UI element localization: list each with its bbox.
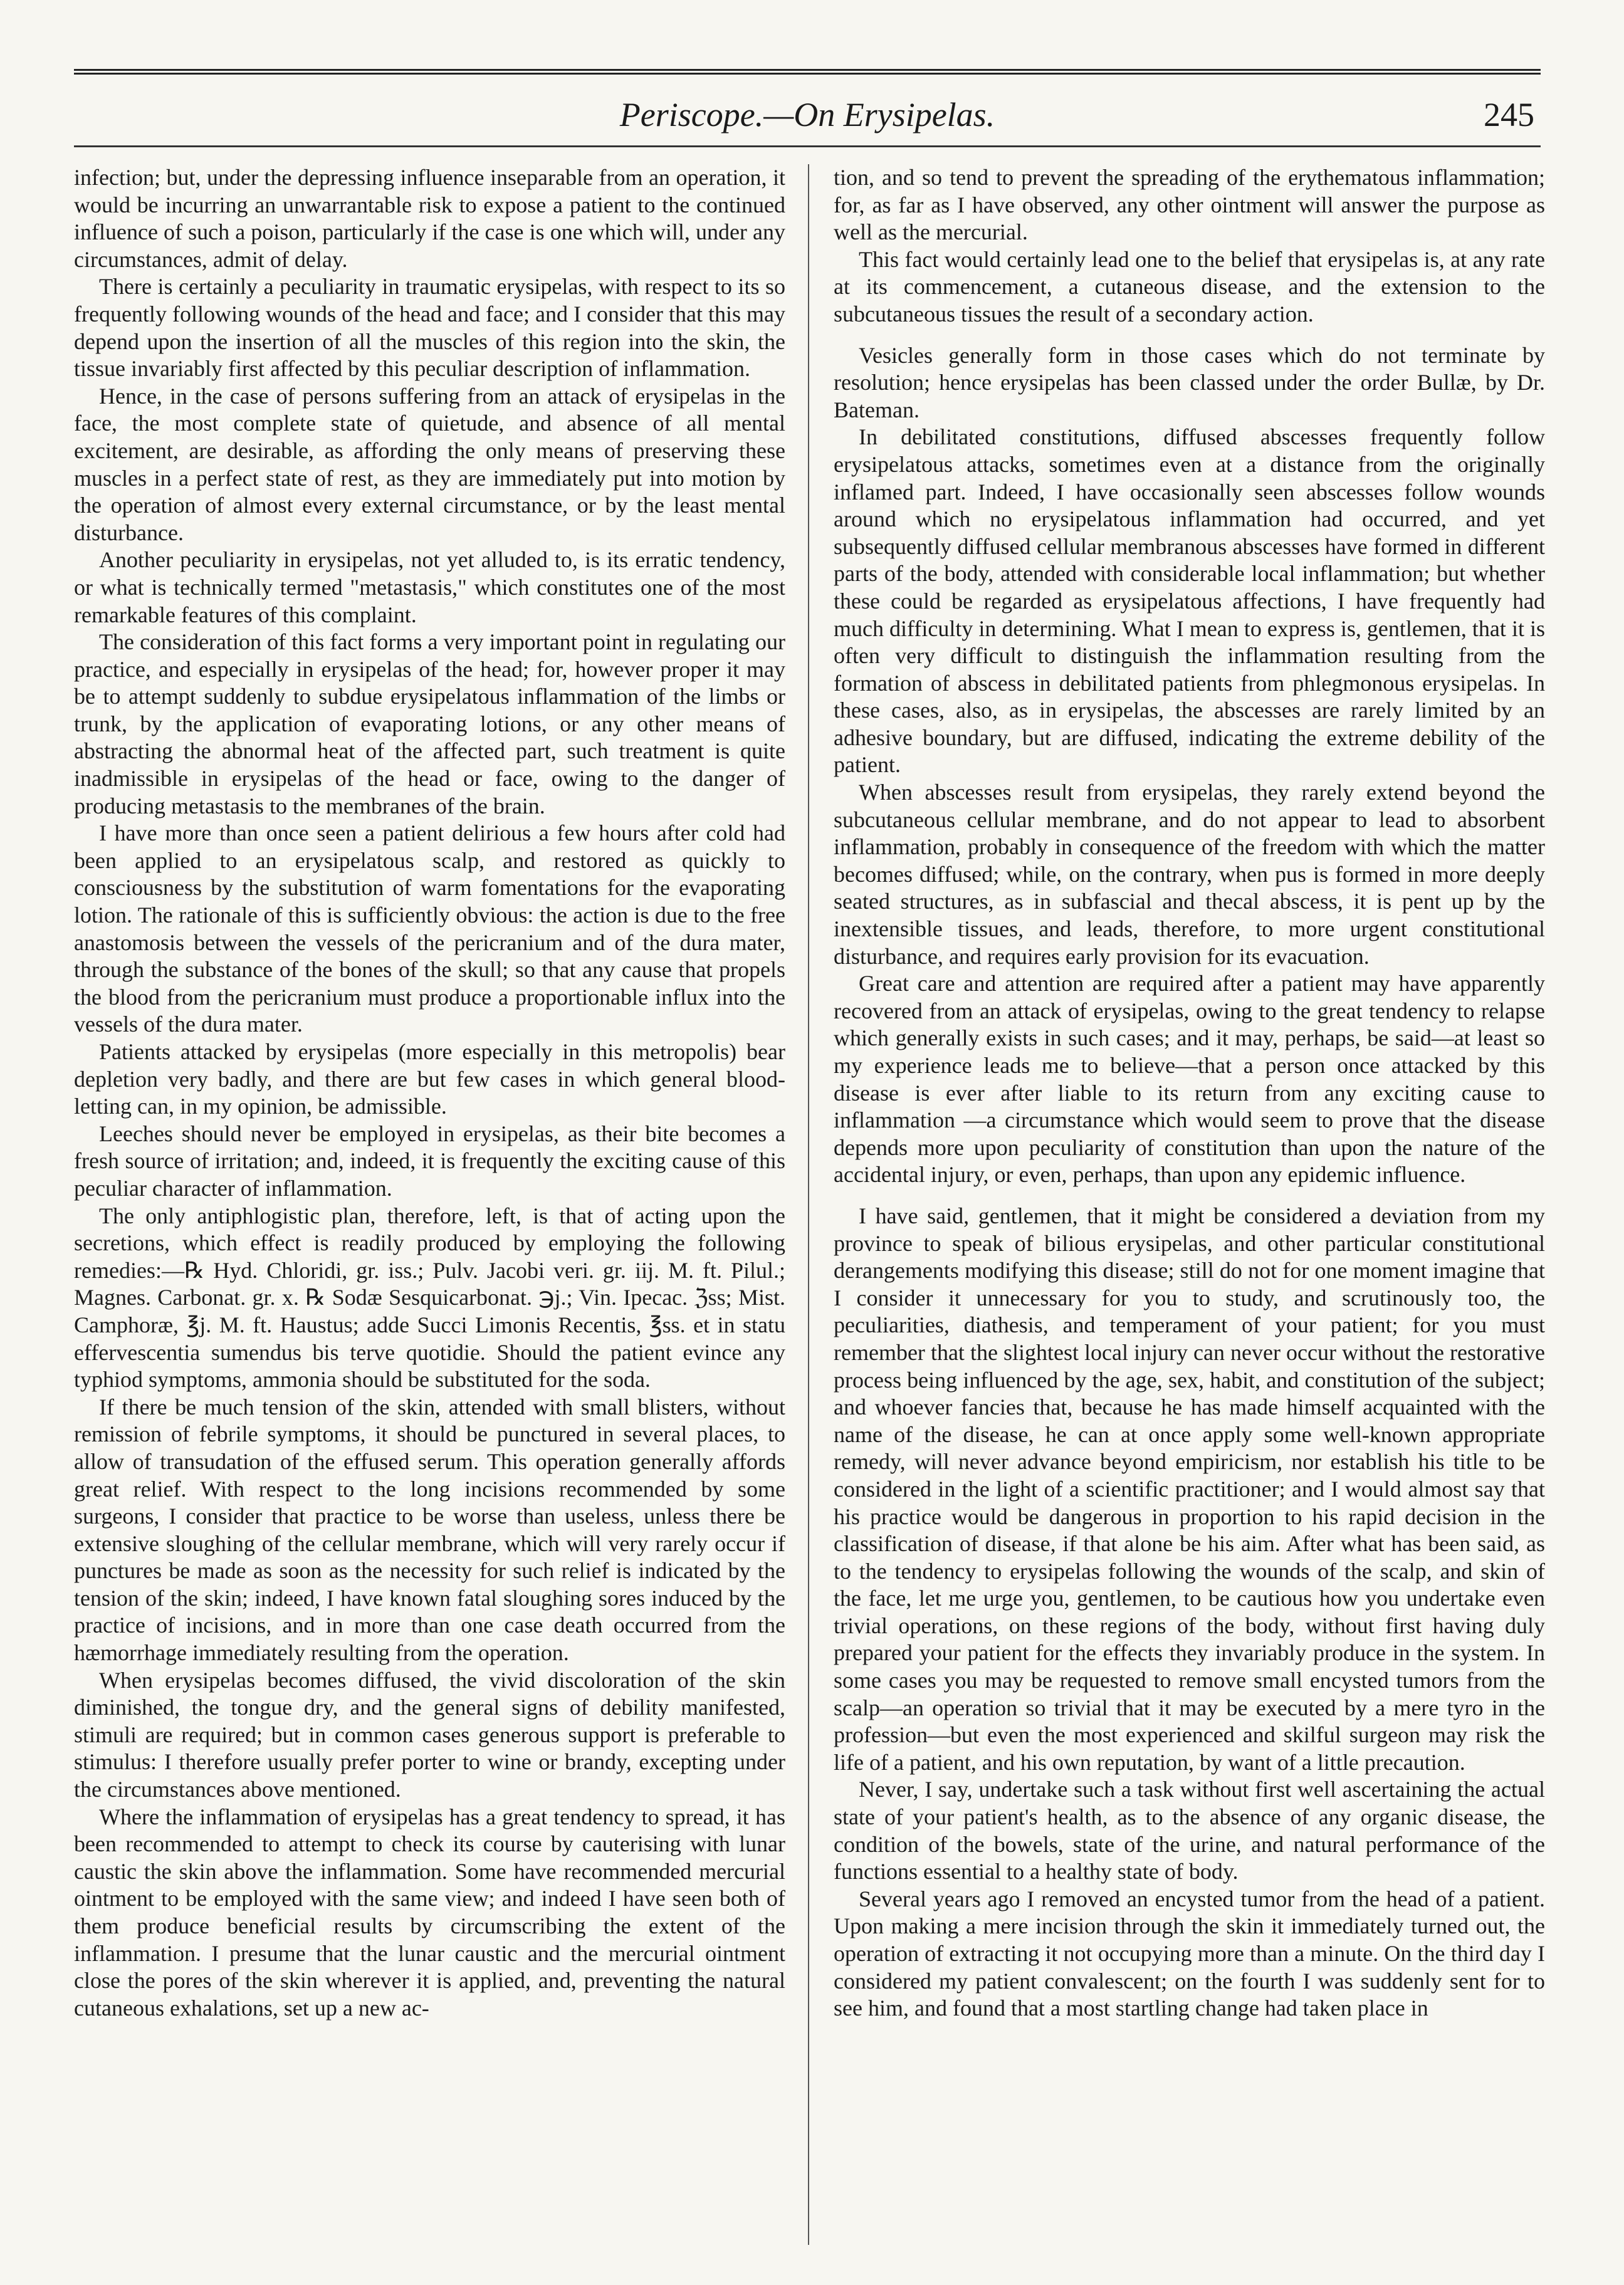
paragraph: Several years ago I removed an encysted tumor from the head of a patient. Upon making a mere incision through the skin it immediately turned out, the operation of extracting it not occupying more than a minute. On the third day I considered my patient convalescent; on the fourth I was suddenly sent for to see him, and found that a most startling change had taken place in <box>834 1886 1545 2021</box>
paragraph: Hence, in the case of persons suffering from an attack of erysipelas in the face, the most complete state of quietude, and absence of all mental excitement, are desirable, as affording the only means of preserving these muscles in a perfect state of rest, as they are immediately put into motion by the operation of almost every external circumstance, or by the least mental disturbance. <box>74 383 785 545</box>
paragraph: In debilitated constitutions, diffused abscesses frequently follow erysipelatous attacks, sometimes even at a distance from the originally inflamed part. Indeed, I have occasionally seen abscesses follow wounds around which no erysipelatous inflammation had occurred, and yet subsequently diffused cellular membranous abscesses have formed in different parts of the body, attended with considerable local inflammation; but whether these could be regarded as erysipelatous affections, I have frequently had much difficulty in determining. What I mean to express is, gentlemen, that it is often very difficult to distinguish the inflammation resulting from the formation of abscess in debilitated patients from phlegmonous erysipelas. In these cases, also, as in erysipelas, the abscesses are rarely limited by an adhesive boundary, but are diffused, indicating the extreme debility of the patient. <box>834 424 1545 778</box>
paragraph: Vesicles generally form in those cases which do not terminate by resolution; hence erysipelas has been classed under the order Bullæ, by Dr. Bateman. <box>834 342 1545 422</box>
paragraph: Never, I say, undertake such a task without first well ascertaining the actual state of your patient's health, as to the absence of any organic disease, the condition of the bowels, state of the urine, and natural performance of the functions essential to a healthy state of body. <box>834 1777 1545 1885</box>
running-title: Periscope.—On Erysipelas. <box>619 96 995 133</box>
paragraph: Great care and attention are required after a patient may have apparently recovered from an attack of erysipelas, owing to the great tendency to relapse which generally exists in such cases; and it may, perhaps, be said—at least so my experience leads me to believe—that a person once attacked by this disease is ever after liable to its return from any exciting cause to inflammation —a circumstance which would seem to prove that the disease depends more upon peculiarity of constitution than upon the nature of the accidental injury, or even, perhaps, than upon any epidemic influence. <box>834 971 1545 1188</box>
paragraph: Leeches should never be employed in erysipelas, as their bite becomes a fresh source of irritation; and, indeed, it is frequently the exciting cause of this peculiar character of inflammation. <box>74 1121 785 1201</box>
paragraph: tion, and so tend to prevent the spreading of the erythematous inflammation; for, as far as I have observed, any other ointment will answer the purpose as well as the mercurial. <box>834 165 1545 245</box>
paragraph: The consideration of this fact forms a very important point in regulating our practice, and especially in erysipelas of the head; for, however proper it may be to attempt suddenly to subdue erysipelatous inflammation of the limbs or trunk, by the application of evaporating lotions, or any other means of abstracting the abnormal heat of the affected part, such treatment is quite inadmissible in erysipelas of the head or face, owing to the danger of producing metastasis to the membranes of the brain. <box>74 629 785 818</box>
paragraph: The only antiphlogistic plan, therefore, left, is that of acting upon the secretions, which effect is readily produced by employing the following remedies:—℞ Hyd. Chloridi, gr. iss.; Pulv. Jacobi veri. gr. iij. M. ft. Pilul.; Magnes. Carbonat. gr. x. ℞ Sodæ Sesquicarbonat. ℈j.; Vin. Ipecac. ℨss; Mist. Camphoræ, ℥j. M. ft. Haustus; adde Succi Limonis Recentis, ℥ss. et in statu effervescentia sumendus bis terve quotidie. Should the patient evince any typhiod symptoms, ammonia should be substituted for the soda. <box>74 1203 785 1393</box>
paragraph: I have said, gentlemen, that it might be considered a deviation from my province to speak of bilious erysipelas, and other particular constitutional derangements modifying this disease; still do not for one moment imagine that I consider it unnecessary for you to study, and scrutinously too, the peculiarities, diathesis, and temperament of your patient; for you must remember that the slightest local injury can never occur without the restorative process being influenced by the age, sex, habit, and constitution of the subject; and whoever fancies that, because he has made himself acquainted with the name of the disease, he can at once apply some well-known appropriate remedy, will never advance beyond empiricism, nor establish his title to be considered in the light of a scientific practitioner; and I would almost say that his practice would be dangerous in proportion to his rapid decision in the classification of disease, if that alone be his aim. After what has been said, as to the tendency to erysipelas following the wounds of the scalp, and skin of the face, let me urge you, gentlemen, to be cautious how you undertake even trivial operations, on these regions of the body, without first having duly prepared your patient for the effects they invariably produce in the system. In some cases you may be requested to remove small encysted tumors from the scalp—an operation so trivial that it may be executed by a mere tyro in the profession—but even the most experienced and skilful surgeon may risk the life of a patient, and his own reputation, by want of a little precaution. <box>834 1203 1545 1775</box>
right-column <box>834 164 1545 2257</box>
paragraph: Another peculiarity in erysipelas, not yet alluded to, is its erratic tendency, or what is technically termed "metastasis," which constitutes one of the most remarkable features of this complaint. <box>74 547 785 627</box>
paragraph: I have more than once seen a patient delirious a few hours after cold had been applied to an erysipelatous scalp, and restored as quickly to consciousness by the substitution of warm fomentations for the evaporating lotion. The rationale of this is sufficiently obvious: the action is due to the free anastomosis between the vessels of the pericranium and of the dura mater, through the substance of the bones of the skull; so that any cause that propels the blood from the pericranium must produce a proportionable influx into the vessels of the dura mater. <box>74 820 785 1037</box>
paragraph: Where the inflammation of erysipelas has a great tendency to spread, it has been recommended to attempt to check its course by cauterising with lunar caustic the skin above the inflammation. Some have recommended mercurial ointment to be employed with the same view; and indeed I have seen both of them produce beneficial results by circumscribing the extent of the inflammation. I presume that the lunar caustic and the mercurial ointment close the pores of the skin wherever it is applied, and, preventing the natural cutaneous exhalations, set up a new ac- <box>74 1804 785 2021</box>
paragraph: This fact would certainly lead one to the belief that erysipelas is, at any rate at its commencement, a cutaneous disease, and the extension to the subcutaneous tissues the result of a secondary action. <box>834 246 1545 327</box>
paragraph: When abscesses result from erysipelas, they rarely extend beyond the subcutaneous cellular membrane, and do not appear to lead to absorbent inflammation, probably in consequence of the freedom with which the matter becomes diffused; while, on the contrary, when pus is formed in more deeply seated structures, as in subfascial and thecal abscess, it is pent up by the inextensible tissues, and leads, therefore, to more urgent constitutional disturbance, and requires early provision for its evacuation. <box>834 780 1545 969</box>
page-header <box>74 93 1541 137</box>
page-number: 245 <box>1484 96 1534 133</box>
paragraph: If there be much tension of the skin, attended with small blisters, without remission of febrile symptoms, it should be punctured in several places, to allow of transudation of the effused serum. This operation generally affords great relief. With respect to the long incisions recommended by some surgeons, I consider that practice to be worse than useless, unless there be extensive sloughing of the cellular membrane, which will very rarely occur if punctures be made as soon as the necessity for such relief is indicated by the tension of the skin; indeed, I have known fatal sloughing sores induced by the practice of incisions, and in more than one case death occurred from the hæmorrhage immediately resulting from the operation. <box>74 1394 785 1666</box>
header-rule <box>74 145 1541 147</box>
paragraph: infection; but, under the depressing influence inseparable from an operation, it would be incurring an unwarrantable risk to expose a patient to the continued influence of such a poison, particularly if the case is one which will, under any circumstances, admit of delay. <box>74 165 785 272</box>
left-column <box>74 164 785 2257</box>
paragraph: There is certainly a peculiarity in traumatic erysipelas, with respect to its so frequently following wounds of the head and face; and I consider that this may depend upon the insertion of all the muscles of this region into the skin, the tissue invariably first affected by this peculiar description of inflammation. <box>74 274 785 382</box>
paragraph: When erysipelas becomes diffused, the vivid discoloration of the skin diminished, the tongue dry, and the general signs of debility manifested, stimuli are required; but in common cases generous support is preferable to stimulus: I therefore usually prefer porter to wine or brandy, excepting under the circumstances above mentioned. <box>74 1667 785 1802</box>
top-border-rule <box>74 69 1541 75</box>
paragraph: Patients attacked by erysipelas (more especially in this metropolis) bear depletion very badly, and there are but few cases in which general blood-letting can, in my opinion, be admissible. <box>74 1039 785 1119</box>
column-divider <box>808 164 809 2245</box>
